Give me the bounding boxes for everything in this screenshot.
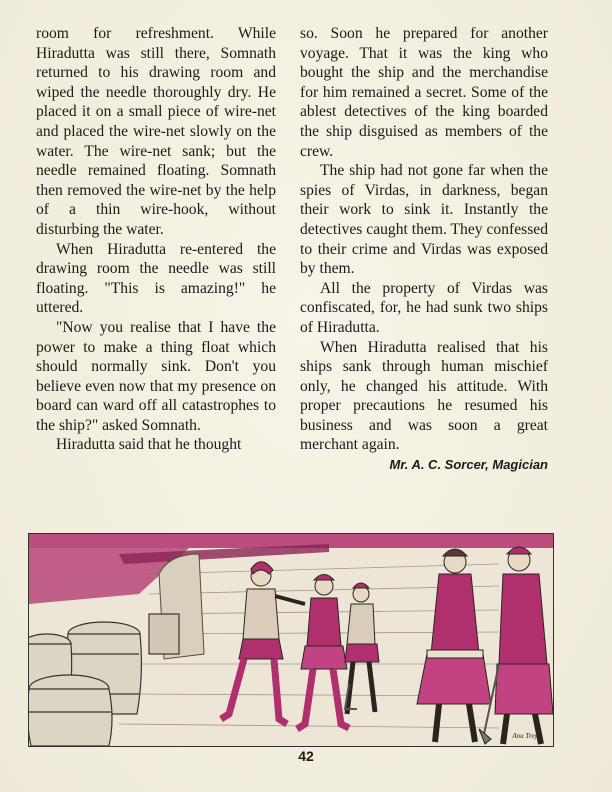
- right-column: [300, 24, 548, 472]
- paragraph: The ship had not gone far when the spies of Virdas, in darkness, began their work to sink it. Instantly the detectives caught them. They confessed to their crime and Virdas was exposed by them.: [300, 162, 548, 278]
- ship-hold-scene: [29, 534, 553, 746]
- paragraph: room for refreshment. While Hiradutta was still there, Somnath returned to his drawing room and wiped the needle thoroughly dry. He placed it on a small piece of wire-net and placed the wire-net slowly on the water. The wire-net sank; but the needle remained floating. Somnath then removed the wire-net by the help of a thin wire-hook, without disturbing the water.: [36, 25, 276, 238]
- paragraph: All the property of Virdas was confiscated, for, he had sunk two ships of Hiradutta.: [300, 279, 548, 336]
- paragraph: so. Soon he prepared for another voyage. That it was the king who bought the ship and the merchandise for him remained a secret. Some of the ablest detectives of the king boarded the ship disguised as members of the crew.: [300, 25, 548, 160]
- author-byline: Mr. A. C. Sorcer, Magician: [389, 457, 548, 473]
- paragraph: "Now you realise that I have the power to make a thing float which should normally sink. Don't you believe even now that my presence on board can ward off all catastrophes to the ship?" asked Somnath.: [36, 318, 276, 434]
- paragraph: Hiradutta said that he thought: [56, 436, 242, 454]
- paragraph: When Hiradutta re-entered the drawing room the needle was still floating. "This is amazing!" he uttered.: [36, 240, 276, 317]
- story-illustration: [28, 533, 554, 747]
- page-number: 42: [298, 748, 314, 764]
- paragraph: When Hiradutta realised that his ships sank through human mischief only, he changed his attitude. With proper precautions he resumed his business and was soon a great merchant again.: [300, 338, 548, 454]
- left-column: [36, 24, 276, 455]
- artist-signature: Anu Trey: [512, 732, 538, 740]
